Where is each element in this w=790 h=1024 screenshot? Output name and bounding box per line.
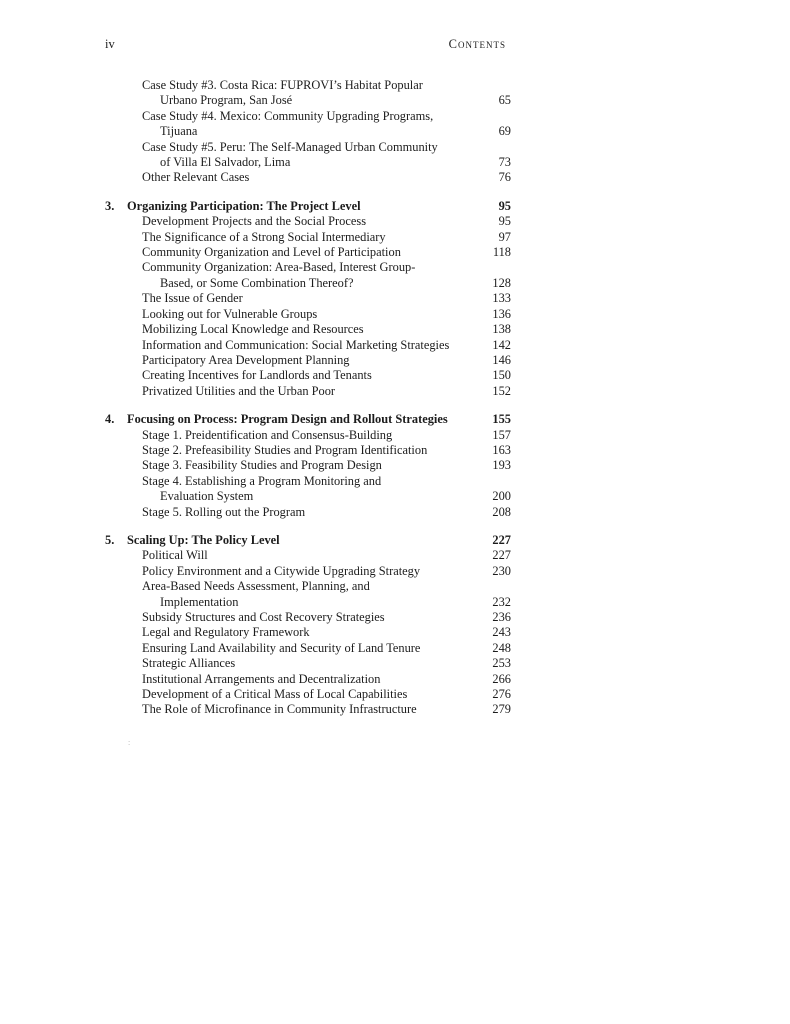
- toc-row: [105, 474, 511, 489]
- toc-row: [105, 687, 511, 702]
- toc-entry-page: 227: [492, 532, 511, 547]
- toc-row: [105, 384, 511, 399]
- toc-entry-title: Case Study #3. Costa Rica: FUPROVI’s Habitat Popular: [142, 78, 423, 92]
- toc-entry-title: Tijuana: [160, 124, 198, 139]
- toc-row: [105, 214, 511, 229]
- toc-row: [105, 170, 511, 185]
- toc-entry-title: Subsidy Structures and Cost Recovery Strategies: [142, 610, 385, 624]
- toc-entry-page: 248: [492, 640, 511, 655]
- toc-row: [105, 230, 511, 245]
- chapter-number: 4.: [105, 412, 115, 427]
- toc-entry-page: 163: [492, 442, 511, 457]
- toc-entry-title: of Villa El Salvador, Lima: [160, 155, 291, 170]
- toc-entry-page: 69: [498, 124, 511, 139]
- toc-entry-title: Case Study #4. Mexico: Community Upgrading Programs,: [142, 108, 434, 123]
- toc-row: [105, 124, 511, 139]
- toc-entry-page: 73: [498, 155, 511, 170]
- toc-entry-page: 243: [492, 625, 511, 640]
- toc-entry-page: 95: [498, 198, 511, 213]
- toc-entry-page: 133: [492, 291, 511, 306]
- toc-entry-title: Implementation: [160, 594, 239, 609]
- toc-row: [105, 579, 511, 594]
- toc-entry-page: 65: [498, 93, 511, 108]
- toc-entry-title: The Significance of a Strong Social Intermediary: [142, 229, 386, 244]
- toc-entry-title: Community Organization and Level of Participation: [142, 245, 401, 260]
- toc-entry-title: The Issue of Gender: [142, 291, 243, 306]
- toc-entry-title: Other Relevant Cases: [142, 170, 250, 185]
- toc-entry-title: Organizing Participation: The Project Level: [127, 198, 361, 213]
- toc-entry-title: Stage 1. Preidentification and Consensus-Building: [142, 427, 393, 442]
- toc-row: [105, 155, 511, 170]
- toc-entry-page: 142: [492, 337, 511, 352]
- toc-entry-page: 76: [498, 170, 511, 185]
- toc-row: [105, 595, 511, 610]
- toc-row: [105, 338, 511, 353]
- toc-entry-page: 276: [492, 687, 511, 702]
- toc-entry-page: 138: [492, 322, 511, 337]
- toc-entry-title: Policy Environment and a Citywide Upgrading Strategy: [142, 563, 421, 578]
- toc-row: [105, 656, 511, 671]
- toc-row: [105, 368, 511, 383]
- page-number: iv: [105, 37, 115, 51]
- toc-entry-title: Looking out for Vulnerable Groups: [142, 306, 318, 321]
- toc-row: [105, 199, 511, 214]
- toc-entry-title: Evaluation System: [160, 489, 254, 504]
- toc-entry-page: 136: [492, 306, 511, 321]
- toc-row: [105, 458, 511, 473]
- toc-entry-page: 146: [492, 352, 511, 367]
- toc-row: [105, 564, 511, 579]
- toc-row: [105, 412, 511, 427]
- toc-entry-title: Stage 5. Rolling out the Program: [142, 504, 306, 519]
- chapter-number: 5.: [105, 532, 115, 547]
- toc-row: [105, 702, 511, 717]
- toc-entry-page: 253: [492, 656, 511, 671]
- toc-entry-page: 152: [492, 383, 511, 398]
- toc-entry-title: Urbano Program, San José: [160, 93, 293, 108]
- running-head: Contents: [448, 37, 506, 51]
- toc-row: [105, 443, 511, 458]
- toc-entry-title: Ensuring Land Availability and Security of Land Tenure: [142, 640, 421, 655]
- scan-artifact: :: [128, 738, 130, 747]
- toc-entry-title: Stage 4. Establishing a Program Monitoring and: [142, 473, 382, 488]
- toc-row: [105, 533, 511, 548]
- toc-entry-title: Participatory Area Development Planning: [142, 352, 350, 367]
- page-header: [105, 37, 506, 52]
- toc-row: [105, 93, 511, 108]
- toc-entry-title: Community Organization: Area-Based, Interest Group-: [142, 260, 416, 275]
- toc-entry-page: 266: [492, 671, 511, 686]
- toc-entry-page: 236: [492, 610, 511, 624]
- toc-row: [105, 353, 511, 368]
- toc-entry-title: Political Will: [142, 548, 208, 563]
- chapter-number: 3.: [105, 198, 115, 213]
- toc-row: [105, 641, 511, 656]
- toc-row: [105, 291, 511, 306]
- toc-row: [105, 489, 511, 504]
- toc-entry-title: Creating Incentives for Landlords and Tenants: [142, 368, 372, 383]
- toc-entry-page: 193: [492, 458, 511, 473]
- toc-entry-title: Development Projects and the Social Process: [142, 214, 367, 229]
- toc-entry-page: 200: [492, 489, 511, 504]
- toc-entry-page: 208: [492, 504, 511, 519]
- toc-entry-title: Information and Communication: Social Marketing Strategies: [142, 337, 450, 352]
- toc-entry-title: Based, or Some Combination Thereof?: [160, 275, 354, 290]
- toc-row: [105, 276, 511, 291]
- table-of-contents: [105, 78, 511, 718]
- toc-entry-page: 157: [492, 427, 511, 442]
- toc-entry-title: Privatized Utilities and the Urban Poor: [142, 383, 336, 398]
- toc-entry-page: 232: [492, 594, 511, 609]
- toc-entry-title: Mobilizing Local Knowledge and Resources: [142, 322, 364, 337]
- toc-row: [105, 322, 511, 337]
- toc-row: [105, 505, 511, 520]
- toc-row: [105, 109, 511, 124]
- toc-row: [105, 260, 511, 275]
- toc-entry-title: Case Study #5. Peru: The Self-Managed Urban Community: [142, 139, 438, 154]
- toc-entry-title: Stage 2. Prefeasibility Studies and Program Identification: [142, 442, 428, 457]
- toc-entry-page: 97: [498, 229, 511, 244]
- toc-entry-title: Scaling Up: The Policy Level: [127, 532, 280, 547]
- toc-entry-title: Institutional Arrangements and Decentralization: [142, 671, 381, 686]
- toc-row: [105, 307, 511, 322]
- toc-entry-page: 230: [492, 563, 511, 578]
- toc-entry-title: The Role of Microfinance in Community Infrastructure: [142, 702, 417, 717]
- toc-row: [105, 78, 511, 93]
- toc-entry-page: 128: [492, 275, 511, 290]
- toc-entry-title: Area-Based Needs Assessment, Planning, and: [142, 579, 370, 594]
- toc-row: [105, 548, 511, 563]
- toc-entry-title: Development of a Critical Mass of Local Capabilities: [142, 687, 408, 702]
- toc-entry-page: 155: [492, 412, 511, 427]
- toc-entry-title: Strategic Alliances: [142, 656, 236, 671]
- toc-row: [105, 625, 511, 640]
- toc-entry-page: 118: [492, 245, 511, 260]
- toc-entry-page: 150: [492, 368, 511, 383]
- toc-row: [105, 428, 511, 443]
- toc-entry-page: 227: [492, 548, 511, 563]
- toc-row: [105, 672, 511, 687]
- toc-entry-title: Legal and Regulatory Framework: [142, 625, 310, 640]
- toc-entry-page: 95: [498, 214, 511, 229]
- toc-row: [105, 140, 511, 155]
- toc-entry-page: 279: [492, 702, 511, 717]
- toc-entry-title: Stage 3. Feasibility Studies and Program Design: [142, 458, 382, 473]
- toc-row: [105, 610, 511, 625]
- toc-row: [105, 245, 511, 260]
- toc-entry-title: Focusing on Process: Program Design and Rollout Strategies: [127, 412, 448, 427]
